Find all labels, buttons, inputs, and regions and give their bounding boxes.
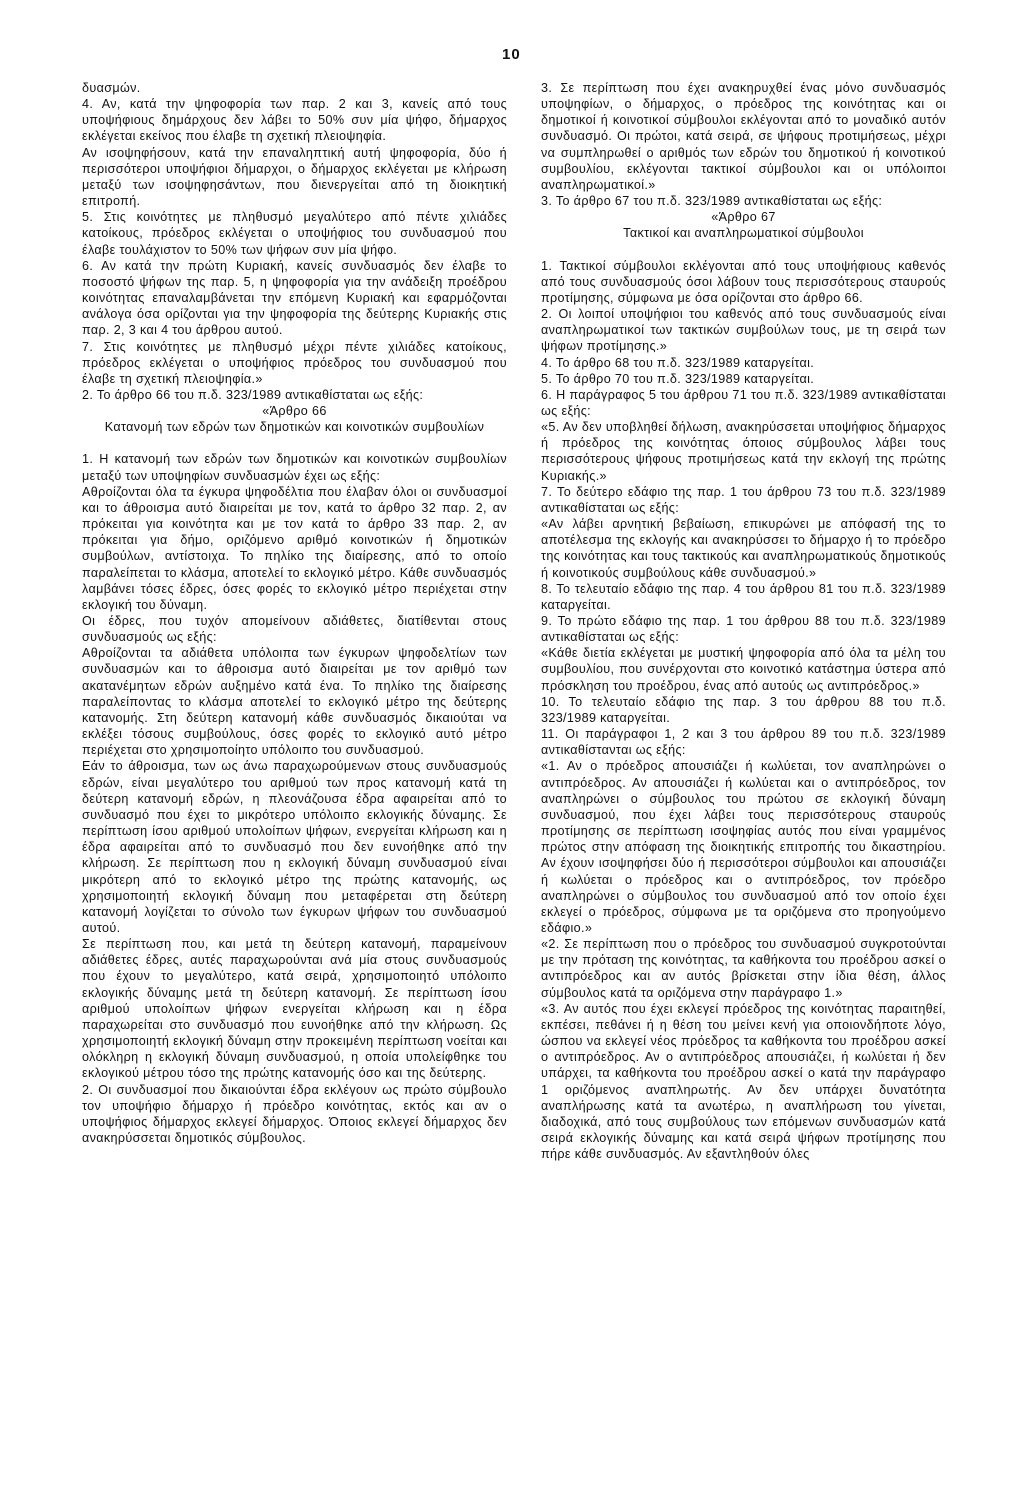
left-column-paragraph: Εάν το άθροισμα, των ως άνω παραχωρούμενων στους συνδυασμούς εδρών, είναι μεγαλύτερο του αριθμού των προς κατανομή κατά τη δεύτερη κατανομή εδρών, η πλεονάζουσα έδρα αφαιρείται από το συνδυασμό που έχει το μικρότερο υπόλοιπο εκλογικής δύναμης. Σε περίπτωση ίσου αριθμού υπολοίπων ψήφων, ενεργείται κλήρωση και η έδρα αφαιρείται από το συνδυασμό που δεν ευνοήθηκε από την κλήρωση. Σε περίπτωση που η εκλογική δύναμη συνδυασμού είναι μικρότερη από το εκλογικό μέτρο της πρώτης κατανομής, ως χρησιμοποιητή εκλογική δύναμη που μεταφέρεται στη δεύτερη κατανομή λογίζεται το σύνολο των έγκυρων ψήφων του συνδυασμού αυτού. — [82, 759, 507, 935]
right-column-paragraph: 5. Το άρθρο 70 του π.δ. 323/1989 καταργείται. — [541, 371, 815, 386]
left-column — [82, 80, 507, 1146]
right-column-paragraph: 4. Το άρθρο 68 του π.δ. 323/1989 καταργείται. — [541, 355, 815, 370]
left-column-paragraph: Κατανομή των εδρών των δημοτικών και κοινοτικών συμβουλίων — [104, 420, 485, 435]
page-number: 10 — [502, 46, 521, 63]
right-column-paragraph: 10. Το τελευταίο εδάφιο της παρ. 3 του άρθρου 88 του π.δ. 323/1989 καταργείται. — [541, 694, 946, 725]
left-column-paragraph: Αθροίζονται όλα τα έγκυρα ψηφοδέλτια που έλαβαν όλοι οι συνδυασμοί και το άθροισμα αυτό διαιρείται με τον, κατά το άρθρο 32 παρ. 2, αν πρόκειται για κοινότητα και με τον κατά το άρθρο 33 παρ. 2, αν πρόκειται για δήμο, οριζόμενο αριθμό κοινοτικών ή δημοτικών συμβούλων, αντίστοιχα. Το πηλίκο της διαίρεσης, από το οποίο παραλείπεται το κλάσμα, αποτελεί το εκλογικό μέτρο. Κάθε συνδυασμός λαμβάνει τόσες έδρες, όσες φορές το εκλογικό μέτρο περιέχεται στην εκλογική του δύναμη. — [82, 484, 507, 612]
left-column-paragraph: 6. Αν κατά την πρώτη Κυριακή, κανείς συνδυασμός δεν έλαβε το ποσοστό ψήφων της παρ. 5, η ψηφοφορία για την ανάδειξη προέδρου κοινότητας επαναλαμβάνεται την επόμενη Κυριακή και εφαρμόζονται ανάλογα όσα ορίζονται για την ψηφοφορία της δεύτερης Κυριακής στις παρ. 2, 3 και 4 του άρθρου αυτού. — [82, 258, 507, 338]
right-column-paragraph: 2. Οι λοιποί υποψήφιοι του καθενός από τους συνδυασμούς είναι αναπληρωματικοί των τακτικών συμβούλων τους, με τη σειρά των ψήφων προτίμησης.» — [541, 307, 946, 354]
left-column-paragraph: 2. Το άρθρο 66 του π.δ. 323/1989 αντικαθίσταται ως εξής: — [82, 387, 424, 402]
left-column-paragraph: δυασμών. — [82, 81, 141, 95]
right-column-paragraph: 7. Το δεύτερο εδάφιο της παρ. 1 του άρθρου 73 του π.δ. 323/1989 αντικαθίσταται ως εξής: — [541, 484, 946, 515]
right-column-paragraph: 3. Το άρθρο 67 του π.δ. 323/1989 αντικαθίσταται ως εξής: — [541, 194, 883, 209]
left-column-paragraph: 7. Στις κοινότητες με πληθυσμό μέχρι πέντε χιλιάδες κατοίκους, πρόεδρος εκλέγεται ο υποψήφιος πρόεδρος του συνδυασμού που έλαβε τη σχετική πλειοψηφία.» — [82, 339, 507, 386]
left-column-paragraph: «Άρθρο 66 — [262, 404, 327, 419]
right-column-paragraph: 1. Τακτικοί σύμβουλοι εκλέγονται από τους υποψήφιους καθενός από τους συνδυασμούς όσοι λάβουν τους περισσότερους σταυρούς προτίμησης, σύμφωνα με όσα ορίζονται στο άρθρο 66. — [541, 258, 946, 305]
left-column-paragraph: Αθροίζονται τα αδιάθετα υπόλοιπα των έγκυρων ψηφοδελτίων των συνδυασμών και το άθροισμα αυτό διαιρείται με τον αριθμό των ακατανέμητων εδρών αυξημένο κατά ένα. Το πηλίκο της διαίρεσης παραλείποντας το κλάσμα αποτελεί το εκλογικό μέτρο της δεύτερης κατανομής. Στη δεύτερη κατανομή κάθε συνδυασμός δικαιούται να εκλέξει τόσους συμβούλους, όσες φορές το εκλογικό αυτό μέτρο περιέχεται στο χρησιμοποίητο υπόλοιπο του συνδυασμού. — [82, 646, 507, 758]
right-column-paragraph: 3. Σε περίπτωση που έχει ανακηρυχθεί ένας μόνο συνδυασμός υποψηφίων, ο δήμαρχος, ο πρόεδρος της κοινότητας και οι δημοτικοί ή κοινοτικοί σύμβουλοι εκλέγονται από το μοναδικό αυτόν συνδυασμό. Οι πρώτοι, κατά σειρά, σε ψήφους προτιμήσεως, μέχρι να συμπληρωθεί ο αριθμός των εδρών του δημοτικού ή κοινοτικού συμβουλίου, εκλέγονται τακτικοί σύμβουλοι και οι υπόλοιποι αναπληρωματικοί.» — [541, 81, 946, 192]
right-column-paragraph: Τακτικοί και αναπληρωματικοί σύμβουλοι — [623, 226, 864, 241]
left-column-paragraph: 5. Στις κοινότητες με πληθυσμό μεγαλύτερο από πέντε χιλιάδες κατοίκους, πρόεδρος εκλέγεται ο υποψήφιος του συνδυασμού που έλαβε τουλάχιστον το 50% των ψήφων συν μία ψήφο. — [82, 210, 507, 257]
left-column-paragraph: 4. Αν, κατά την ψηφοφορία των παρ. 2 και 3, κανείς από τους υποψήφιους δημάρχους δεν λάβει το 50% συν μία ψήφο, δήμαρχος εκλέγεται εκείνος που έλαβε τη σχετική πλειοψηφία. — [82, 97, 507, 144]
right-column-paragraph: 8. Το τελευταίο εδάφιο της παρ. 4 του άρθρου 81 του π.δ. 323/1989 καταργείται. — [541, 581, 946, 612]
right-column-paragraph: 11. Οι παράγραφοι 1, 2 και 3 του άρθρου 89 του π.δ. 323/1989 αντικαθίστανται ως εξής: — [541, 727, 946, 758]
right-column-paragraph: «Αν λάβει αρνητική βεβαίωση, επικυρώνει με απόφασή της το αποτέλεσμα της εκλογής και ανακηρύσσει το δήμαρχο ή το πρόεδρο της κοινότητας και τους τακτικούς και αναπληρωματικούς δημοτικούς ή κοινοτικούς συμβούλους κάθε συνδυασμού.» — [541, 517, 946, 580]
right-column-paragraph: 6. Η παράγραφος 5 του άρθρου 71 του π.δ. 323/1989 αντικαθίσταται ως εξής: — [541, 387, 946, 418]
right-column-paragraph: «2. Σε περίπτωση που ο πρόεδρος του συνδυασμού συγκροτούνται με την πρόταση της κοινότητας, τα καθήκοντα του προέδρου ασκεί ο αντιπρόεδρος και αν αυτός βρίσκεται στην ίδια θέση, άλλος σύμβουλος κατά τα οριζόμενα στην παράγραφο 1.» — [541, 937, 946, 1000]
right-column-paragraph: «5. Αν δεν υποβληθεί δήλωση, ανακηρύσσεται υποψήφιος δήμαρχος ή πρόεδρος της κοινότητας όποιος σύμβουλος λάβει τους περισσότερους ψήφους προτιμήσεως κατά την εκλογή της πρώτης Κυριακής.» — [541, 420, 946, 483]
left-column-paragraph: Αν ισοψηφήσουν, κατά την επαναληπτική αυτή ψηφοφορία, δύο ή περισσότεροι υποψήφιοι δήμαρχοι, ο δήμαρχος εκλέγεται με κλήρωση μεταξύ των ισοψηφησάντων, που διενεργείται από τη διοικητική επιτροπή. — [82, 145, 507, 209]
left-column-paragraph: Οι έδρες, που τυχόν απομείνουν αδιάθετες, διατίθενται στους συνδυασμούς ως εξής: — [82, 614, 507, 645]
right-column-paragraph: «Άρθρο 67 — [711, 210, 776, 225]
left-column-paragraph: Σε περίπτωση που, και μετά τη δεύτερη κατανομή, παραμείνουν αδιάθετες έδρες, αυτές παραχωρούνται ανά μία στους συνδυασμούς που έχουν το μεγαλύτερο, κατά σειρά, χρησιμοποιητό υπόλοιπο εκλογικής δύναμης μετά τη δεύτερη κατανομή. Σε περίπτωση ίσου αριθμού υπολοίπων ψήφων ενεργείται κλήρωση και η έδρα παραχωρείται στο συνδυασμό που ευνοήθηκε από την κλήρωση. Ως χρησιμοποιητή εκλογική δύναμη στην προκειμένη περίπτωση νοείται και ολόκληρη η εκλογική δύναμη συνδυασμού, η οποία υπολείφθηκε του εκλογικού μέτρου τόσο της πρώτης κατανομής όσο και της δεύτερης. — [82, 937, 507, 1081]
left-column-paragraph: 2. Οι συνδυασμοί που δικαιούνται έδρα εκλέγουν ως πρώτο σύμβουλο τον υποψήφιο δήμαρχο ή πρόεδρο κοινότητας, εκτός και αν ο υποψήφιος δήμαρχος εκλεγεί δήμαρχος. Όποιος εκλεγεί δήμαρχος δεν ανακηρύσσεται δημοτικός σύμβουλος. — [82, 1082, 507, 1145]
left-column-paragraph: 1. Η κατανομή των εδρών των δημοτικών και κοινοτικών συμβουλίων μεταξύ των υποψηφίων συνδυασμών έχει ως εξής: — [82, 452, 507, 483]
right-column-paragraph: «3. Αν αυτός που έχει εκλεγεί πρόεδρος της κοινότητας παραιτηθεί, εκπέσει, πεθάνει ή η θέση του μείνει κενή για οποιονδήποτε λόγο, ώσπου να εκλεγεί νέος πρόεδρος τα καθήκοντα του προέδρου ασκεί ο αντιπρόεδρος. Αν ο αντιπρόεδρος απουσιάζει, ή κωλύεται ή δεν υπάρχει, τα καθήκοντα του προέδρου ασκεί ο κατά την παράγραφο 1 οριζόμενος αναπληρωτής. Αν δεν υπάρχει δυνατότητα αναπλήρωσης κατά τα ανωτέρω, η αναπλήρωση του γίνεται, διαδοχικά, από τους συμβούλους των επόμενων συνδυασμών κατά σειρά εκλογικής δύναμης και κατά σειρά ψήφων προτίμησης που πήρε κάθε συνδυασμός. Αν εξαντληθούν όλες — [541, 1001, 946, 1162]
right-column-paragraph: 9. Το πρώτο εδάφιο της παρ. 1 του άρθρου 88 του π.δ. 323/1989 αντικαθίσταται ως εξής: — [541, 614, 946, 645]
right-column-paragraph: «Κάθε διετία εκλέγεται με μυστική ψηφοφορία από όλα τα μέλη του συμβουλίου, που συνέρχονται στο κοινοτικό κατάστημα ύστερα από πρόσκληση του προέδρου, ένας από αυτούς ως αντιπρόεδρος.» — [541, 646, 946, 693]
right-column-paragraph: «1. Αν ο πρόεδρος απουσιάζει ή κωλύεται, τον αναπληρώνει ο αντιπρόεδρος. Αν απουσιάζει ή κωλύεται και ο αντιπρόεδρος, τον αναπληρώνει ο σύμβουλος του πρώτου σε εκλογική δύναμη συνδυασμού, που έχει λάβει τους περισσότερους σταυρούς προτίμησης σε περίπτωση ισοψηφίας αυτός που είναι γραμμένος πρώτος στην απόφαση της διοικητικής επιτροπής του δικαστηρίου. Αν έχουν ισοψηφήσει δύο ή περισσότεροι σύμβουλοι και απουσιάζει ή κωλύεται ο πρόεδρος και ο αντιπρόεδρος, τον πρόεδρο αναπληρώνει ο σύμβουλος του συνδυασμού από τον οποίο έχει εκλεγεί ο πρόεδρος, σύμφωνα με τα οριζόμενα στο προηγούμενο εδάφιο.» — [541, 759, 946, 935]
right-column — [541, 80, 946, 1162]
